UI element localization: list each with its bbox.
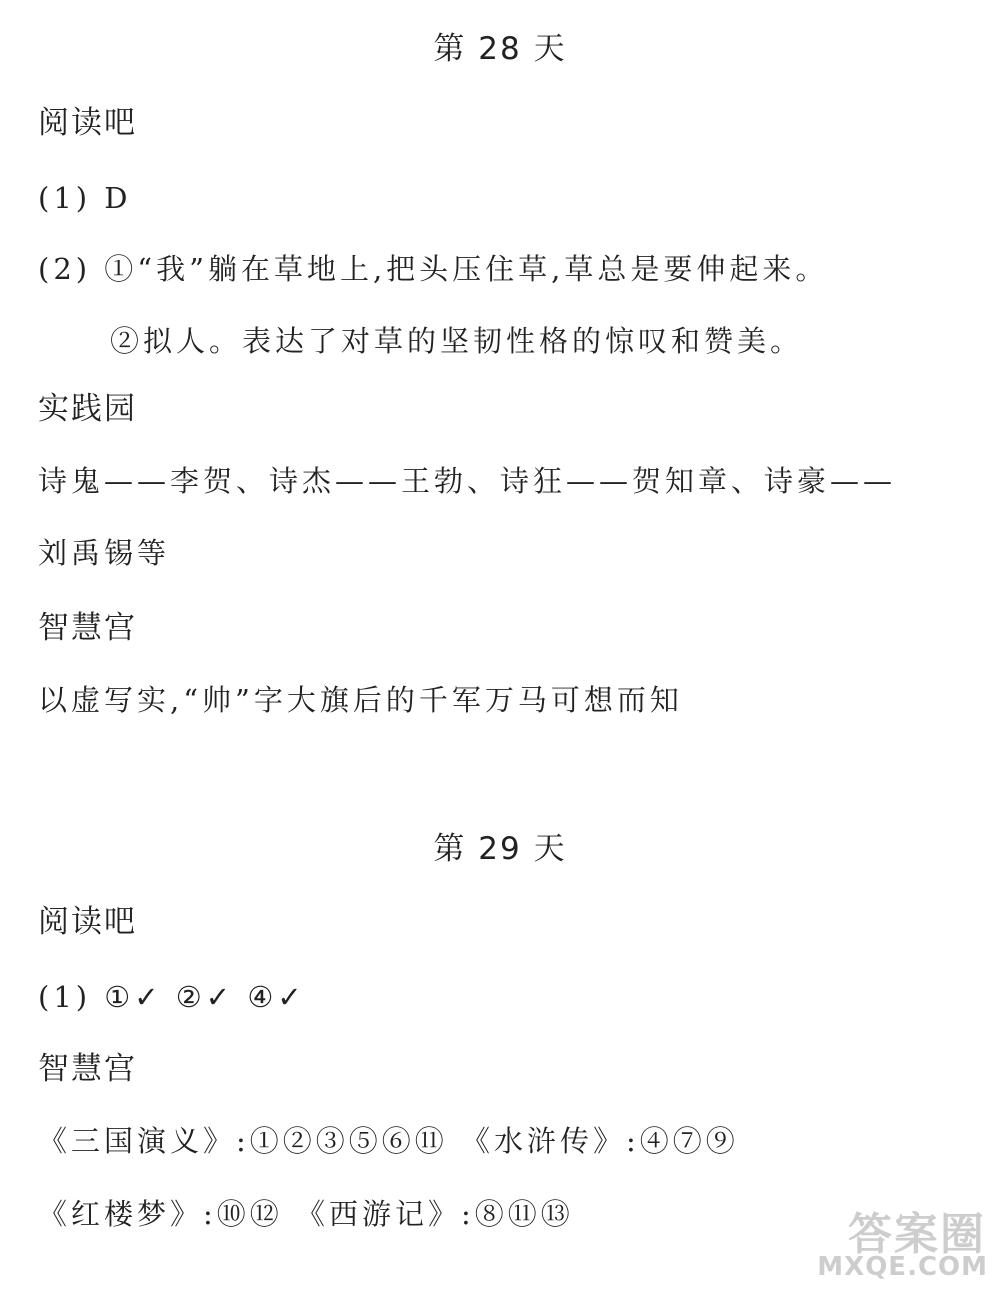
day-28-q2-answer-line2: ②拟人。表达了对草的坚韧性格的惊叹和赞美。 xyxy=(110,324,804,358)
site-watermark xyxy=(792,1198,992,1284)
day-28-practice-answer-line2: 刘禹锡等 xyxy=(38,536,171,570)
day-28-reading-label: 阅读吧 xyxy=(38,105,137,141)
day-28-wisdom-answer: 以虚写实,“帅”字大旗后的千军万马可想而知 xyxy=(38,683,683,717)
day-29-wisdom-label: 智慧宫 xyxy=(38,1051,137,1087)
watermark-domain-text: MXQE.COM xyxy=(817,1252,988,1282)
day-29-reading-label: 阅读吧 xyxy=(38,904,137,940)
day-28-q1-answer: (1) D xyxy=(38,181,132,215)
day-28-practice-label: 实践园 xyxy=(38,391,137,427)
day-29-wisdom-answer-line2: 《红楼梦》:⑩⑫ 《西游记》:⑧⑪⑬ xyxy=(38,1197,574,1231)
day-28-practice-answer-line1: 诗鬼——李贺、诗杰——王勃、诗狂——贺知章、诗豪—— xyxy=(38,464,897,498)
day-28-wisdom-label: 智慧宫 xyxy=(38,610,137,646)
watermark-chinese-text: 答案圈 xyxy=(848,1209,986,1260)
day-29-q1-answer: (1) ①✓ ②✓ ④✓ xyxy=(38,980,306,1014)
day-28-q2-answer-line1: (2) ①“我”躺在草地上,把头压住草,草总是要伸起来。 xyxy=(38,252,829,286)
day-29-title: 第 29 天 xyxy=(433,831,567,867)
day-29-wisdom-answer-line1: 《三国演义》:①②③⑤⑥⑪ 《水浒传》:④⑦⑨ xyxy=(38,1124,739,1158)
day-28-title: 第 28 天 xyxy=(433,31,567,67)
